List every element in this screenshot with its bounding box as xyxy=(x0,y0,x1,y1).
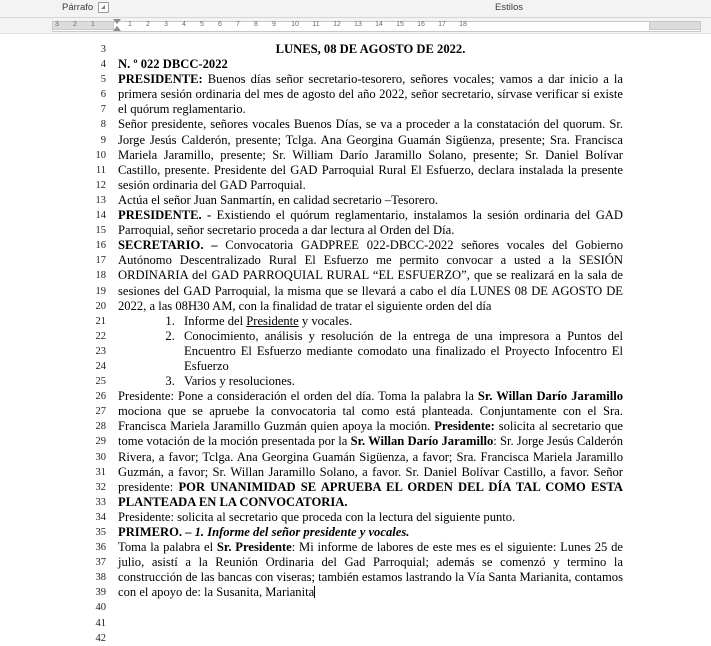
list-item: 3. Varios y resoluciones. xyxy=(178,374,623,389)
line-number: 10 xyxy=(95,149,106,161)
line-number: 39 xyxy=(95,587,106,599)
underlined-text: Presidente xyxy=(246,313,299,328)
ruler-number: 3 xyxy=(164,21,168,28)
paragraph-presidente-apertura: PRESIDENTE: Buenos días señor secretario-tesorero, señores vocales; vamos a dar inicio a la primera sesión ordinaria del mes de agosto del año 2022, señor secretario, sírvase verificar si existe el quórum reglamentario. xyxy=(118,72,623,117)
ruler-number: 12 xyxy=(333,21,341,28)
line-number: 37 xyxy=(95,557,106,569)
paragraph-orden-del-dia-votacion: Presidente: Pone a consideración el orden del día. Toma la palabra la Sr. Willan Darío Jaramillo mociona que se apruebe la convocatoria tal como está planteada. Conjuntamente con el Sra. Francisca Mariela Jaramillo Guzmán quien apoya la moción. Presidente: solicita al secretario que tome votación de la moción presentada por la Sr. Willan Darío Jaramillo: Sr. Jorge Jesús Calderón Rivera, a favor; Tclga. Ana Georgina Guamán Sigüenza, a favor; Sra. Francisca Mariela Jaramillo Guzmán, a favor; Sr. Willan Jaramillo Solano, a favor. Sr. Daniel Bolívar Castillo, a favor. Señor presidente: POR UNANIMIDAD SE APRUEBA EL ORDEN DEL DÍA TAL COMO ESTA PLANTEADA EN LA CONVOCATORIA. xyxy=(118,389,623,509)
line-number: 5 xyxy=(100,74,106,86)
document-body[interactable] xyxy=(118,42,623,600)
list-item: 1. Informe del Presidente y vocales. xyxy=(178,314,623,329)
speaker-label: PRESIDENTE: xyxy=(118,72,203,87)
paragraph-presidente-siguiente-punto: Presidente: solicita al secretario que proceda con la lectura del siguiente punto. xyxy=(118,509,516,524)
hanging-indent-marker[interactable] xyxy=(113,26,121,31)
line-number: 9 xyxy=(100,134,106,146)
line-number: 22 xyxy=(95,330,106,342)
ruler-number: 3 xyxy=(55,21,59,28)
ribbon-bottom-strip xyxy=(0,0,711,18)
ruler-number: 13 xyxy=(354,21,362,28)
ruler-number: 7 xyxy=(236,21,240,28)
ruler-number: 16 xyxy=(417,21,425,28)
line-number: 21 xyxy=(95,315,106,327)
bold-text: Presidente: xyxy=(434,419,495,434)
ruler-tick-labels xyxy=(0,19,711,32)
line-number: 38 xyxy=(95,572,106,584)
line-number: 17 xyxy=(95,255,106,267)
ruler-number: 1 xyxy=(91,21,95,28)
speaker-label: SECRETARIO. – xyxy=(118,238,218,253)
line-number: 20 xyxy=(95,300,106,312)
ruler-number: 8 xyxy=(254,21,258,28)
line-number: 29 xyxy=(95,436,106,448)
line-number: 3 xyxy=(100,44,106,55)
italic-text xyxy=(195,525,410,539)
page-sheet[interactable] xyxy=(0,34,711,644)
bold-text: 1. Informe del señor presidente y vocales. xyxy=(194,525,410,539)
bold-text: PRIMERO. – xyxy=(118,525,195,539)
line-number: 40 xyxy=(95,602,106,614)
document-title: LUNES, 08 DE AGOSTO DE 2022. xyxy=(275,42,466,56)
line-number: 23 xyxy=(95,345,106,357)
document-page-area[interactable] xyxy=(0,34,711,644)
ribbon-group-estilos xyxy=(495,2,523,13)
line-number: 32 xyxy=(95,481,106,493)
paragraph-number-text: N. º 022 DBCC-2022 xyxy=(118,57,228,72)
ribbon-group-parrafo xyxy=(62,2,109,13)
ruler-number: 11 xyxy=(312,21,320,28)
agenda-list xyxy=(118,314,623,389)
ruler-number: 18 xyxy=(459,21,467,28)
line-number: 34 xyxy=(95,511,106,523)
paragraph-primero-informe xyxy=(118,525,623,540)
ruler-number: 9 xyxy=(272,21,276,28)
ruler-number: 5 xyxy=(200,21,204,28)
list-item: 2. Conocimiento, análisis y resolución de la entrega de una impresora a Puntos del Encuentro El Esfuerzo mediante comodato una finalizado el Proyecto Infocentro El Esfuerzo xyxy=(178,329,623,374)
line-number: 4 xyxy=(100,59,106,71)
ruler-number: 2 xyxy=(146,21,150,28)
ribbon-group-label-estilos: Estilos xyxy=(495,2,523,13)
ruler-number: 15 xyxy=(396,21,404,28)
paragraph-dialog-launcher-icon[interactable] xyxy=(98,2,109,13)
line-number: 31 xyxy=(95,466,106,478)
line-number: 16 xyxy=(95,240,106,252)
paragraph-secretario-convocatoria: SECRETARIO. – Convocatoria GADPREE 022-DBCC-2022 señores vocales del Gobierno Autónomo Descentralizado Rural El Esfuerzo me permito convocar a usted a la SESIÓN ORDINARIA del GAD PARROQUIAL RURAL “EL ESFUERZO”, que se realizará en la sala de sesiones del GAD Parroquial, la misma que se llevará a cabo el día LUNES 08 DE AGOSTO DE 2022, a las 08H30 AM, con la finalidad de tratar el siguiente orden del día xyxy=(118,238,623,313)
bold-text: Sr. Willan Darío Jaramillo xyxy=(477,389,623,404)
ruler-number: 2 xyxy=(73,21,77,28)
bold-text: POR UNANIMIDAD SE APRUEBA EL ORDEN DEL DÍA TAL COMO ESTA PLANTEADA EN LA CONVOCATORIA. xyxy=(118,479,623,509)
ribbon-group-label-parrafo: Párrafo xyxy=(62,2,94,13)
line-number: 15 xyxy=(95,225,106,237)
ruler-number: 4 xyxy=(182,21,186,28)
first-line-indent-marker[interactable] xyxy=(113,19,121,24)
line-number: 35 xyxy=(95,527,106,538)
paragraph-number xyxy=(118,57,623,72)
line-number: 19 xyxy=(95,285,106,297)
paragraph-actua-secretario: Actúa el señor Juan Sanmartín, en calidad secretario –Tesorero. xyxy=(118,192,439,207)
text-cursor xyxy=(314,586,315,598)
bold-text: Sr. Willan Darío Jaramillo xyxy=(350,434,494,449)
line-number: 24 xyxy=(95,360,106,372)
line-number: 14 xyxy=(95,210,106,222)
line-number: 6 xyxy=(100,89,106,101)
line-number: 41 xyxy=(95,617,106,629)
paragraph-presidente-instalacion: PRESIDENTE. - Existiendo el quórum reglamentario, instalamos la sesión ordinaria del GAD Parroquial, señor secretario proceda a dar lectura al Orden del Día. xyxy=(118,208,623,238)
line-number: 36 xyxy=(95,542,106,554)
line-number: 13 xyxy=(95,194,106,206)
line-number: 27 xyxy=(95,406,106,418)
line-number: 28 xyxy=(95,421,106,433)
ruler-number: 1 xyxy=(128,21,132,28)
line-number: 25 xyxy=(95,376,106,388)
line-number: 42 xyxy=(95,632,106,644)
ruler-number: 17 xyxy=(438,21,446,28)
line-number: 30 xyxy=(95,451,106,463)
horizontal-ruler[interactable] xyxy=(0,18,711,34)
speaker-label: PRESIDENTE. - xyxy=(118,208,212,223)
ruler-number: 14 xyxy=(375,21,383,28)
line-number: 26 xyxy=(95,391,106,403)
bold-text: Sr. Presidente xyxy=(216,540,292,555)
paragraph-informe-presidente: Toma la palabra el Sr. Presidente: Mi informe de labores de este mes es el siguiente: Lunes 25 de julio, asistí a la Reunión Ordinaria del Gad Parroquial; además se comenzó y termino la construcción de las bancas con viseras; también estamos lastrando la Vía Santa Marianita, contamos con el apoyo de: la Susanita, Marianita xyxy=(118,540,623,600)
paragraph-constatacion-quorum: Señor presidente, señores vocales Buenos Días, se va a proceder a la constatación del quorum. Sr. Jorge Jesús Calderón, presente; Tclga. Ana Georgina Guamán Sigüenza, presente; Sra. Francisca Mariela Jaramillo, presente; Sr. William Darío Jaramillo Solano, presente; Sr. Daniel Bolívar Castillo, presente. Presidente del GAD Parroquial Rural El Esfuerzo, declara instalada la presente sesión ordinaria del GAD Parroquial. xyxy=(118,117,623,192)
line-number: 7 xyxy=(100,104,106,116)
line-number-gutter xyxy=(86,42,106,646)
line-number: 8 xyxy=(100,119,106,131)
line-number: 11 xyxy=(95,164,106,176)
line-number: 33 xyxy=(95,496,106,508)
line-number: 12 xyxy=(95,179,106,191)
ruler-number: 6 xyxy=(218,21,222,28)
line-number: 18 xyxy=(95,270,106,282)
ruler-number: 10 xyxy=(291,21,299,28)
